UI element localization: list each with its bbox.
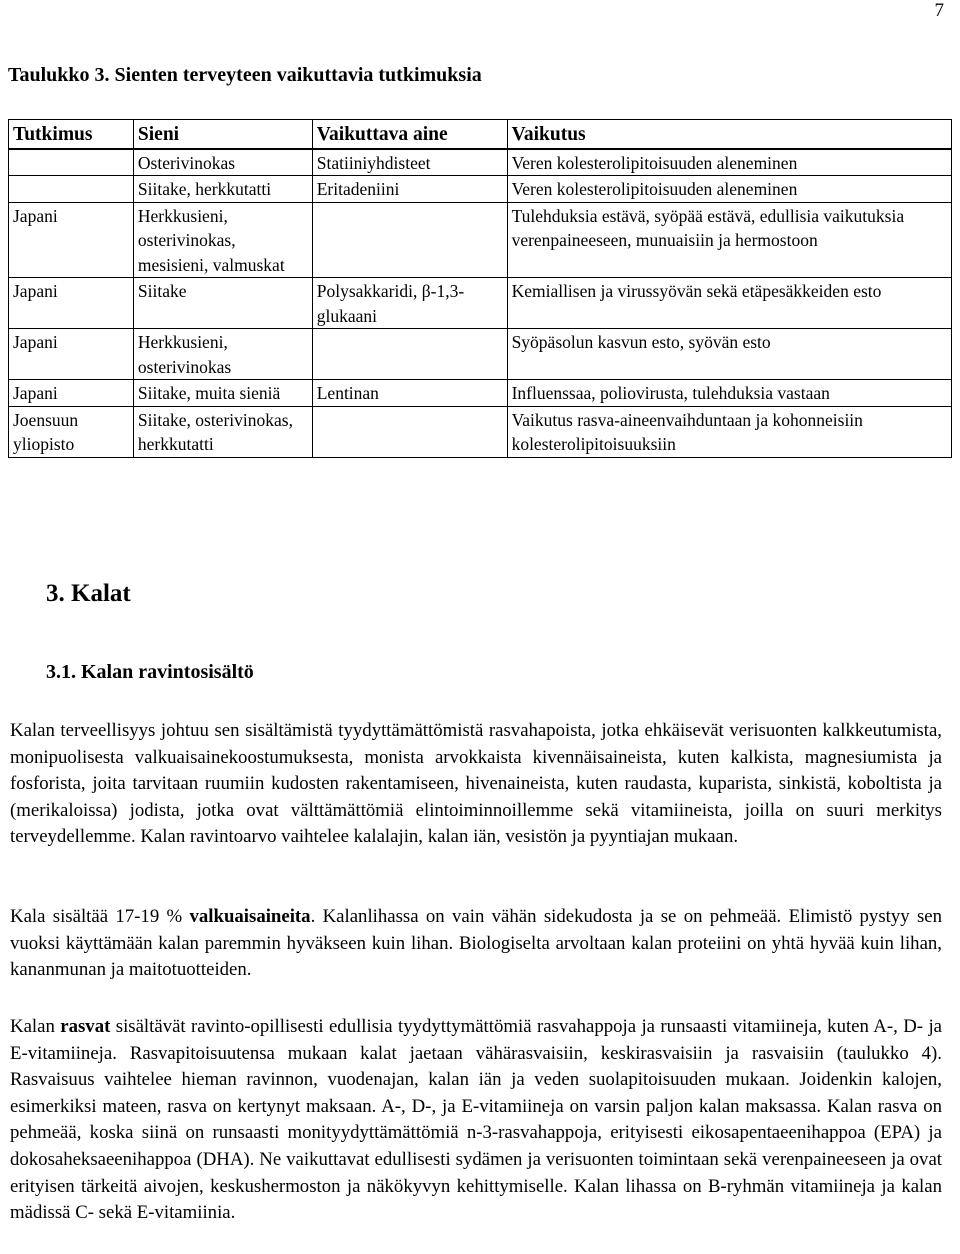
table-header-row xyxy=(9,120,952,149)
paragraph-text: sisältävät ravinto-opillisesti edullisia tyydyttymättömiä rasvahappoja ja runsaasti vitamiineja, kuten A-, D- ja E-vitamiineja. Rasvapitoisuutensa mukaan kalat jaetaan vähärasvaisiin, keskirasvaisiin ja rasvaisiin (taulukko 4). Rasvaisuus vaihtelee hieman ravinnon, vuodenajan, kalan iän ja veden suolapitoisuuden mukaan. Joidenkin kalojen, esimerkiksi mateen, rasva on kertynyt maksaan. A-, D-, ja E-vitamiineja on varsin paljon kalan maksassa. Kalan rasva on pehmeää, koska siinä on runsaasti monityydyttämättömiä n-3-rasvahappoja, erityisesti eikosapentaeenihappoa (EPA) ja dokosaheksaeenihappoa (DHA). Ne vaikuttavat edullisesti sydämen ja verisuonten toimintaan sekä verenpaineeseen ja ovat erityisen tärkeitä aivojen, keskushermoston ja näkökyvyn kehittymiselle. Kalan lihassa on B-ryhmän vitamiineja ja kalan mädissä C- sekä E-vitamiinia. xyxy=(10,1016,942,1224)
cell-vaikutus: Syöpäsolun kasvun esto, syövän esto xyxy=(507,329,951,380)
cell-aine: Polysakkaridi, β-1,3-glukaani xyxy=(312,278,507,329)
table-row xyxy=(9,149,952,176)
paragraph-text: Kalan terveellisyys johtuu sen sisältämistä tyydyttämättömistä rasvahapoista, jotka ehkäisevät verisuonten kalkkeutumista, monipuolisesta valkuaisainekoostumuksesta, monista arvokkaista kivennäisaineista, kuten kalkista, magnesiumista ja fosforista, joita tarvitaan ruumiin kudosten rakentamiseen, hivenaineista, kuten raudasta, kuparista, sinkistä, koboltista ja (merikaloissa) jodista, jotka ovat välttämättömiä elintoiminnoillemme sekä vitamiineista, joilla on suuri merkitys terveydellemme. Kalan ravintoarvo vaihtelee kalalajin, kalan iän, vesistön ja pyyntiajan mukaan. xyxy=(10,720,942,848)
cell-vaikutus: Influenssaa, poliovirusta, tulehduksia vastaan xyxy=(507,380,951,407)
cell-sieni: Osterivinokas xyxy=(133,149,312,176)
cell-vaikutus: Veren kolesterolipitoisuuden aleneminen xyxy=(507,149,951,176)
page-number: 7 xyxy=(934,0,944,21)
header-vaikuttava-aine: Vaikuttava aine xyxy=(312,120,507,149)
cell-sieni: Siitake, osterivinokas, herkkutatti xyxy=(133,406,312,457)
cell-vaikutus: Veren kolesterolipitoisuuden aleneminen xyxy=(507,176,951,203)
header-sieni: Sieni xyxy=(133,120,312,149)
cell-tutkimus: Japani xyxy=(9,329,134,380)
subsection-heading: 3.1. Kalan ravintosisältö xyxy=(46,661,254,683)
header-vaikutus: Vaikutus xyxy=(507,120,951,149)
table-row xyxy=(9,176,952,203)
table-row xyxy=(9,278,952,329)
paragraph-text: Kalan xyxy=(10,1016,61,1037)
cell-sieni: Siitake, muita sieniä xyxy=(133,380,312,407)
cell-aine: Statiiniyhdisteet xyxy=(312,149,507,176)
paragraph-fats xyxy=(10,1014,942,1227)
cell-tutkimus: Japani xyxy=(9,278,134,329)
cell-aine xyxy=(312,202,507,278)
paragraph-text: . Kalanlihassa on vain vähän sidekudosta ja se on pehmeää. Elimistö pystyy sen vuoksi käyttämään kalan paremmin hyväkseen kuin lihan. Biologiselta arvoltaan kalan proteiini on yhtä hyvää kuin lihan, kananmunan ja maitotuotteiden. xyxy=(10,906,942,981)
cell-aine: Eritadeniini xyxy=(312,176,507,203)
cell-sieni: Herkkusieni, osterivinokas, mesisieni, valmuskat xyxy=(133,202,312,278)
cell-sieni: Siitake, herkkutatti xyxy=(133,176,312,203)
cell-vaikutus: Vaikutus rasva-aineenvaihduntaan ja kohonneisiin kolesterolipitoisuuksiin xyxy=(507,406,951,457)
table-caption: Taulukko 3. Sienten terveyteen vaikuttavia tutkimuksia xyxy=(8,64,482,86)
cell-aine xyxy=(312,406,507,457)
table-row xyxy=(9,202,952,278)
table-row xyxy=(9,406,952,457)
cell-sieni: Herkkusieni, osterivinokas xyxy=(133,329,312,380)
cell-vaikutus: Kemiallisen ja virussyövän sekä etäpesäkkeiden esto xyxy=(507,278,951,329)
studies-table xyxy=(8,119,952,458)
cell-sieni: Siitake xyxy=(133,278,312,329)
cell-aine xyxy=(312,329,507,380)
cell-tutkimus: Japani xyxy=(9,202,134,278)
section-heading: 3. Kalat xyxy=(46,580,131,607)
cell-tutkimus xyxy=(9,176,134,203)
paragraph-protein xyxy=(10,904,942,984)
paragraph-nutrition xyxy=(10,718,942,851)
bold-term-protein: valkuaisaineita xyxy=(189,906,311,927)
cell-aine: Lentinan xyxy=(312,380,507,407)
cell-tutkimus xyxy=(9,149,134,176)
header-tutkimus: Tutkimus xyxy=(9,120,134,149)
cell-tutkimus: Joensuun yliopisto xyxy=(9,406,134,457)
cell-vaikutus: Tulehduksia estävä, syöpää estävä, edullisia vaikutuksia verenpaineeseen, munuaisiin ja hermostoon xyxy=(507,202,951,278)
table-row xyxy=(9,380,952,407)
bold-term-fats: rasvat xyxy=(60,1016,111,1037)
table-row xyxy=(9,329,952,380)
paragraph-text: Kala sisältää 17-19 % xyxy=(10,906,190,927)
cell-tutkimus: Japani xyxy=(9,380,134,407)
